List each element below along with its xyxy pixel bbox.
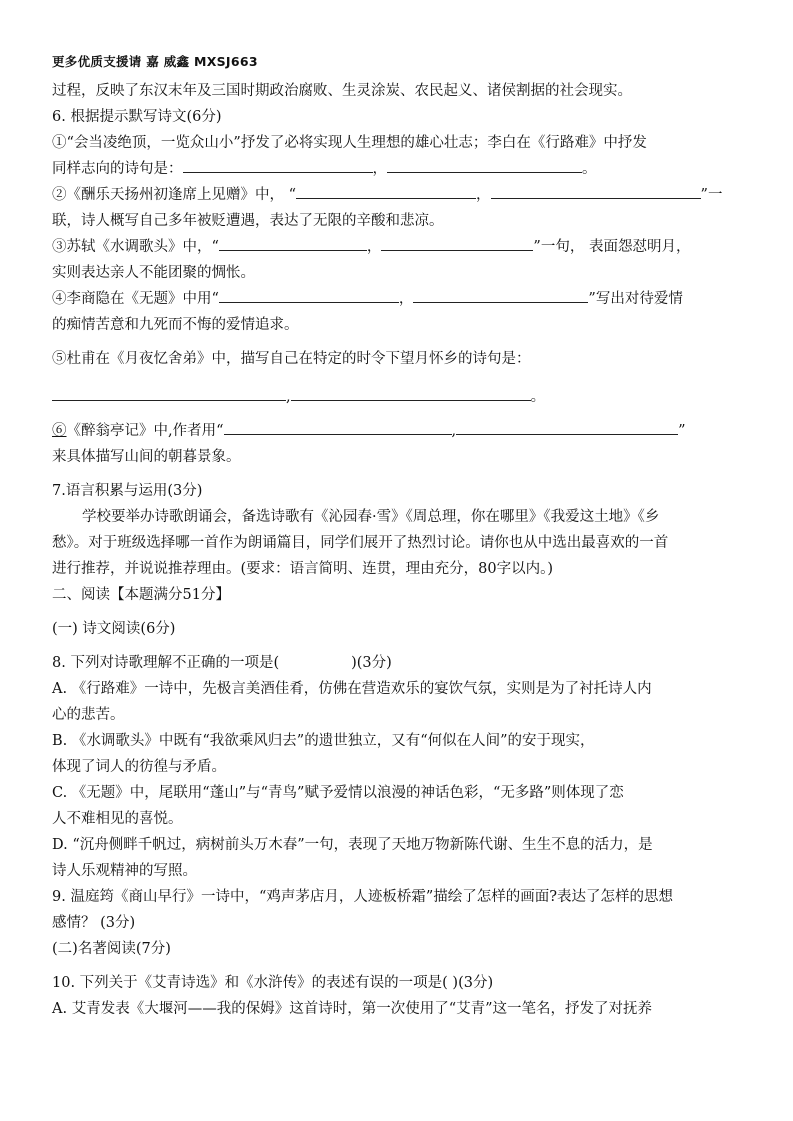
comma: , (451, 423, 457, 439)
text-line (52, 156, 752, 182)
answer-blank[interactable] (296, 184, 476, 199)
text: ”写出对待爱情 (588, 291, 683, 307)
text-line: 联，诗人概写自己多年被贬遭遇，表达了无限的辛酸和悲凉。 (52, 213, 444, 229)
answer-blank[interactable] (219, 236, 367, 251)
answer-blank[interactable] (219, 288, 399, 303)
text-line: 愁》。对于班级选择哪一首作为朗诵篇目，同学们展开了热烈讨论。请你也从中选出最喜欢的一首 (52, 535, 669, 551)
subsection-title: (一) 诗文阅读(6分) (52, 621, 176, 637)
text: ③苏轼《水调歌头》中，“ (52, 239, 219, 255)
text-line: 实则表达亲人不能团聚的惆怅。 (52, 265, 255, 281)
comma: ， (476, 187, 491, 203)
text: 8. 下列对诗歌理解不正确的一项是( (52, 655, 280, 671)
text-line: ⑤杜甫在《月夜忆舍弟》中，描写自己在特定的时令下望月怀乡的诗句是： (52, 351, 531, 367)
text: ”一 (700, 187, 723, 203)
answer-blank[interactable] (387, 158, 582, 173)
subsection-title: (二)名著阅读(7分) (52, 941, 171, 957)
text-line: 人不难相见的喜悦。 (52, 811, 183, 827)
answer-blank[interactable] (381, 236, 533, 251)
option-c: C. 《无题》中，尾联用“蓬山”与“青鸟”赋予爱情以浪漫的神话色彩，“无多路”则体现了恋 (52, 785, 624, 801)
answer-blank[interactable] (413, 288, 588, 303)
text: 《醉翁亭记》中,作者用“ (66, 423, 224, 439)
question-6-title: 6. 根据提示默写诗文(6分) (52, 109, 222, 125)
comma: ， (372, 161, 387, 177)
text-line: 进行推荐，并说说推荐理由。(要求：语言简明、连贯，理由充分，80字以内。) (52, 561, 554, 577)
text-line: 心的悲苦。 (52, 707, 125, 723)
text-line (52, 182, 752, 208)
text-line (52, 286, 752, 312)
text-line: 9. 温庭筠《商山早行》一诗中，“鸡声茅店月，人迹板桥霜”描绘了怎样的画面?表达了怎样的思想 (52, 889, 674, 905)
text-line: ①“会当凌绝顶，一览众山小”抒发了必将实现人生理想的雄心壮志；李白在《行路难》中抒发 (52, 135, 647, 151)
text: )(3分) (351, 655, 392, 671)
text: ④李商隐在《无题》中用“ (52, 291, 219, 307)
question-7-title: 7.语言积累与运用(3分) (52, 483, 203, 499)
text-line: 体现了词人的彷徨与矛盾。 (52, 759, 226, 775)
text-line: 学校要举办诗歌朗诵会，备选诗歌有《沁园春·雪》《周总理，你在哪里》《我爱这土地》《乡 (82, 509, 660, 525)
comma: ， (366, 239, 382, 255)
text: ” (678, 423, 686, 439)
text-line: 诗人乐观精神的写照。 (52, 863, 197, 879)
text: ”一句， 表面怨怼明月， (533, 239, 691, 255)
text: 同样志向的诗句是： (52, 161, 183, 177)
answer-blank[interactable] (491, 184, 701, 199)
text-line: 10. 下列关于《艾青诗选》和《水浒传》的表述有误的一项是( )(3分) (52, 975, 494, 991)
comma: ， (398, 291, 414, 307)
text: ②《酬乐天扬州初逢席上见赠》中， “ (52, 187, 297, 203)
option-d: D. “沉舟侧畔千帆过，病树前头万木春”一句，表现了天地万物新陈代谢、生生不息的活力，是 (52, 837, 653, 853)
text-line: 的痴情苦意和九死而不悔的爱情追求。 (52, 317, 299, 333)
option-b: B. 《水调歌头》中既有“我欲乘风归去”的遗世独立，又有“何似在人间”的安于现实， (52, 733, 595, 749)
text-line (52, 384, 752, 410)
document-page (52, 52, 752, 1022)
text-line (52, 650, 752, 676)
text-line (52, 418, 752, 444)
text-line: 来具体描写山间的朝暮景象。 (52, 449, 241, 465)
text-line: 感情？ (3分) (52, 915, 136, 931)
comma: , (286, 389, 291, 405)
answer-blank[interactable] (224, 420, 452, 435)
answer-blank[interactable] (183, 158, 373, 173)
text-line (52, 234, 752, 260)
option-a: A. 《行路难》一诗中，先极言美酒佳肴，仿佛在营造欢乐的宴饮气氛，实则是为了衬托诗人内 (52, 681, 652, 697)
answer-blank[interactable] (52, 386, 286, 401)
option-a: A. 艾青发表《大堰河——我的保姆》这首诗时，第一次使用了“艾青”这一笔名，抒发了对抚养 (52, 1001, 653, 1017)
period: 。 (530, 389, 546, 405)
answer-blank[interactable] (291, 386, 531, 401)
item-number: ⑥ (52, 423, 67, 439)
period: 。 (582, 161, 597, 177)
answer-blank[interactable] (456, 420, 678, 435)
section-title: 二、阅读【本题满分51分】 (52, 587, 230, 603)
page-header: 更多优质支援请 嘉 威鑫 MXSJ663 (52, 54, 258, 69)
text-line: 过程，反映了东汉末年及三国时期政治腐败、生灵涂炭、农民起义、诸侯割据的社会现实。 (52, 83, 632, 99)
